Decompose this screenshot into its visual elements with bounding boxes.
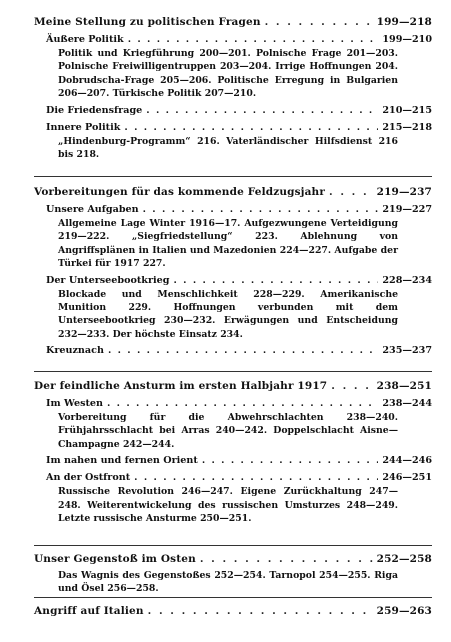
entry-heading [34,204,432,217]
toc-entry [34,455,432,468]
entry-body: Blockade und Menschlichkeit 228—229. Amerikanische Munition 229. Hoffnungen verbunden mit dem Unterseebootkrieg 230—232. Erwägungen und Entscheidung 232—233. Der höchste Einsatz 234. [58,288,398,340]
entry-pages: 219—227 [382,204,432,215]
section-pages: 238—251 [376,380,432,392]
toc-section [34,605,432,619]
section-heading [34,553,432,567]
toc-section [34,16,432,161]
entry-title: Im nahen und fernen Orient [46,455,198,467]
leader-dots [146,105,378,116]
section-pages: 252—258 [376,553,432,565]
entry-heading [34,398,432,411]
entry-pages: 215—218 [382,121,432,133]
toc-section [34,380,432,525]
toc-entry [34,204,432,271]
leader-dots [128,34,379,45]
entry-heading [34,345,432,358]
entry-title: Äußere Politik [46,34,124,45]
entry-body: Politik und Kriegführung 200—201. Polnische Frage 201—203. Polnische Freiwilligentruppen 203—204. Irrige Hoffnungen 204. Dobrudscha-Frage 205—206. Politische Erregung in Bulgarien 206—207. Türkische Politik 207—210. [58,48,398,100]
entry-body: Russische Revolution 246—247. Eigene Zurückhaltung 247—248. Weiterentwickelung des russischen Umsturzes 248—249. Letzte russische Ansturme 250—251. [58,486,398,525]
entry-pages: 210—215 [382,104,432,116]
leader-dots [202,455,379,466]
entry-body: „Hindenburg-Programm“ 216. Vaterländischer Hilfsdienst 216 bis 218. [58,135,398,161]
toc-entry [34,122,432,162]
section-heading [34,186,432,200]
toc-entry [34,34,432,101]
leader-dots [143,204,379,215]
leader-dots [173,275,378,286]
section-title: Unser Gegenstoß im Osten [34,553,196,565]
entry-body: Das Wagnis des Gegenstoßes 252—254. Tarnopol 254—255. Riga und Ösel 256—258. [58,570,398,595]
leader-dots [329,186,373,198]
toc-section [34,553,432,596]
entry-title: Im Westen [46,398,103,409]
section-heading [34,16,432,30]
section-title: Angriff auf Italien [34,605,144,617]
section-pages: 219—237 [376,186,432,198]
leader-dots [265,16,373,28]
leader-dots [108,345,378,356]
leader-dots [148,605,373,617]
toc-entry [34,105,432,118]
entry-title: Der Unterseebootkrieg [46,274,170,286]
entry-heading [34,472,432,485]
leader-dots [200,553,373,565]
section-title: Meine Stellung zu politischen Fragen [34,16,261,28]
entry-title: An der Ostfront [46,472,131,484]
section-divider [34,371,432,372]
entry-body: Allgemeine Lage Winter 1916—17. Aufgezwungene Verteidigung 219—222. „Siegfriedstellung“ 223. Ablehnung von Angriffsplänen in Italien und Mazedonien 224—227. Aufgabe der Türkei für 1917 227. [58,218,398,270]
section-pages: 199—218 [376,16,432,28]
entry-heading [34,105,432,118]
entry-pages: 246—251 [382,472,432,484]
entry-pages: 235—237 [382,345,432,357]
leader-dots [134,472,378,483]
entry-pages: 228—234 [382,274,432,286]
toc-entry [34,569,432,596]
entry-heading [34,34,432,47]
section-title: Vorbereitungen für das kommende Feldzugsjahr [34,186,326,198]
entry-heading [34,122,432,135]
section-title: Der feindliche Ansturm im ersten Halbjahr 1917 [34,380,328,392]
entry-body: Vorbereitung für die Abwehrschlachten 238—240. Frühjahrsschlacht bei Arras 240—242. Doppelschlacht Aisne—Champagne 242—244. [58,412,398,450]
entry-title: Innere Politik [46,121,121,133]
entry-heading [34,275,432,288]
entry-pages: 244—246 [382,455,432,467]
section-pages: 259—263 [376,605,432,617]
section-divider [34,597,432,598]
leader-dots [107,398,378,409]
toc-entry [34,345,432,358]
toc-section [34,186,432,358]
toc-entry [34,275,432,342]
leader-dots [331,380,372,392]
toc-entry [34,472,432,525]
entry-pages: 238—244 [382,398,432,409]
leader-dots [124,122,378,133]
entry-title: Die Friedensfrage [46,104,143,116]
section-heading [34,605,432,619]
section-heading [34,380,432,394]
entry-heading [34,455,432,468]
toc-entry [34,398,432,451]
entry-pages: 199—210 [382,34,432,45]
entry-title: Kreuznach [46,345,104,357]
section-divider [34,545,432,546]
entry-title: Unsere Aufgaben [46,204,139,215]
section-divider [34,176,432,177]
